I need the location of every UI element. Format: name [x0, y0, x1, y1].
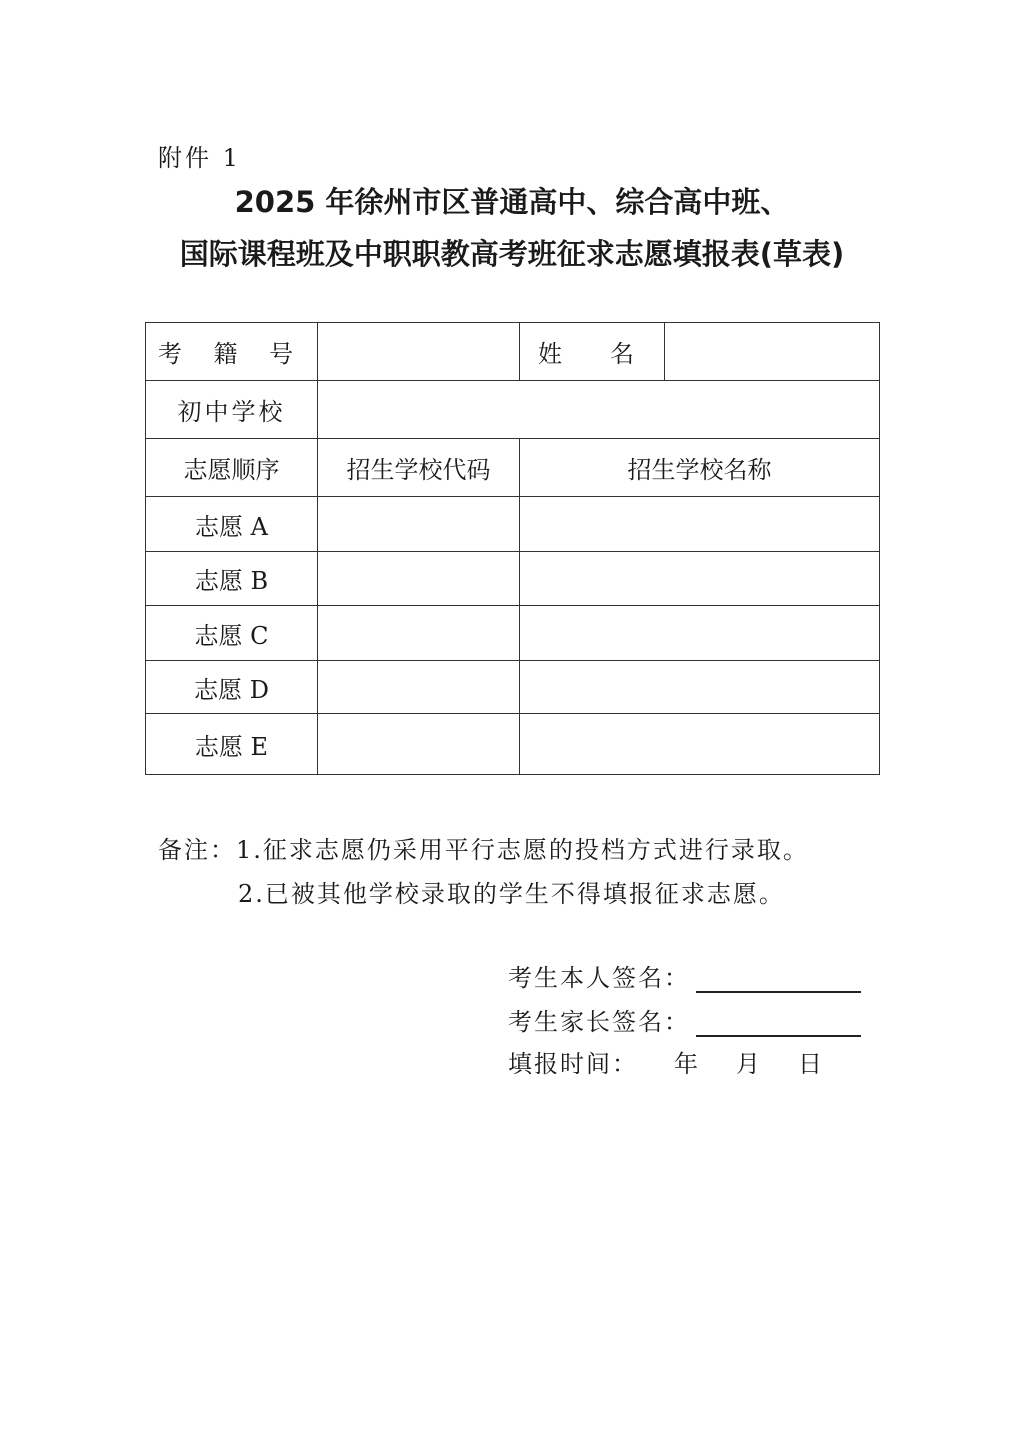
year-label: 年 — [674, 1050, 700, 1078]
school-name-field[interactable] — [520, 497, 880, 552]
student-signature-field[interactable] — [696, 963, 861, 993]
column-header-order: 志愿顺序 — [146, 439, 318, 497]
name-label: 姓 名 — [520, 323, 665, 381]
choice-label: 志愿 A — [146, 497, 318, 552]
parent-signature-row — [508, 1002, 861, 1037]
notes-section — [158, 828, 809, 916]
column-header-school-code: 招生学校代码 — [318, 439, 520, 497]
day-label: 日 — [798, 1050, 824, 1078]
exam-id-field[interactable] — [318, 323, 520, 381]
note-line-1: 备注：1.征求志愿仍采用平行志愿的投档方式进行录取。 — [158, 836, 809, 864]
exam-id-row — [146, 323, 880, 381]
name-field[interactable] — [665, 323, 880, 381]
table-row — [146, 497, 880, 552]
table-row — [146, 606, 880, 661]
junior-school-field[interactable] — [318, 381, 880, 439]
parent-signature-field[interactable] — [696, 1007, 861, 1037]
page-title-line-2: 国际课程班及中职职教高考班征求志愿填报表(草表) — [179, 237, 845, 271]
exam-id-label: 考 籍 号 — [146, 323, 318, 381]
school-code-field[interactable] — [318, 497, 520, 552]
column-header-school-name: 招生学校名称 — [520, 439, 880, 497]
choice-label: 志愿 C — [146, 606, 318, 661]
fill-date-label: 填报时间： — [508, 1050, 638, 1078]
table-row — [146, 714, 880, 775]
choice-label: 志愿 B — [146, 552, 318, 606]
school-name-field[interactable] — [520, 714, 880, 775]
application-form-table — [145, 322, 880, 775]
table-header-row — [146, 439, 880, 497]
school-name-field[interactable] — [520, 552, 880, 606]
student-signature-row — [508, 958, 861, 993]
parent-signature-label: 考生家长签名： — [508, 1008, 690, 1036]
choice-label: 志愿 D — [146, 661, 318, 714]
choice-label: 志愿 E — [146, 714, 318, 775]
table-row — [146, 552, 880, 606]
school-name-field[interactable] — [520, 661, 880, 714]
note-line-2: 2.已被其他学校录取的学生不得填报征求志愿。 — [238, 880, 785, 908]
attachment-label: 附件 1 — [158, 144, 241, 172]
page-title-line-1: 2025 年徐州市区普通高中、综合高中班、 — [234, 185, 790, 219]
fill-date-row — [508, 1044, 824, 1079]
month-label: 月 — [736, 1050, 762, 1078]
school-code-field[interactable] — [318, 552, 520, 606]
school-code-field[interactable] — [318, 714, 520, 775]
junior-school-label: 初中学校 — [146, 381, 318, 439]
school-code-field[interactable] — [318, 661, 520, 714]
junior-school-row — [146, 381, 880, 439]
table-row — [146, 661, 880, 714]
school-name-field[interactable] — [520, 606, 880, 661]
student-signature-label: 考生本人签名： — [508, 964, 690, 992]
school-code-field[interactable] — [318, 606, 520, 661]
